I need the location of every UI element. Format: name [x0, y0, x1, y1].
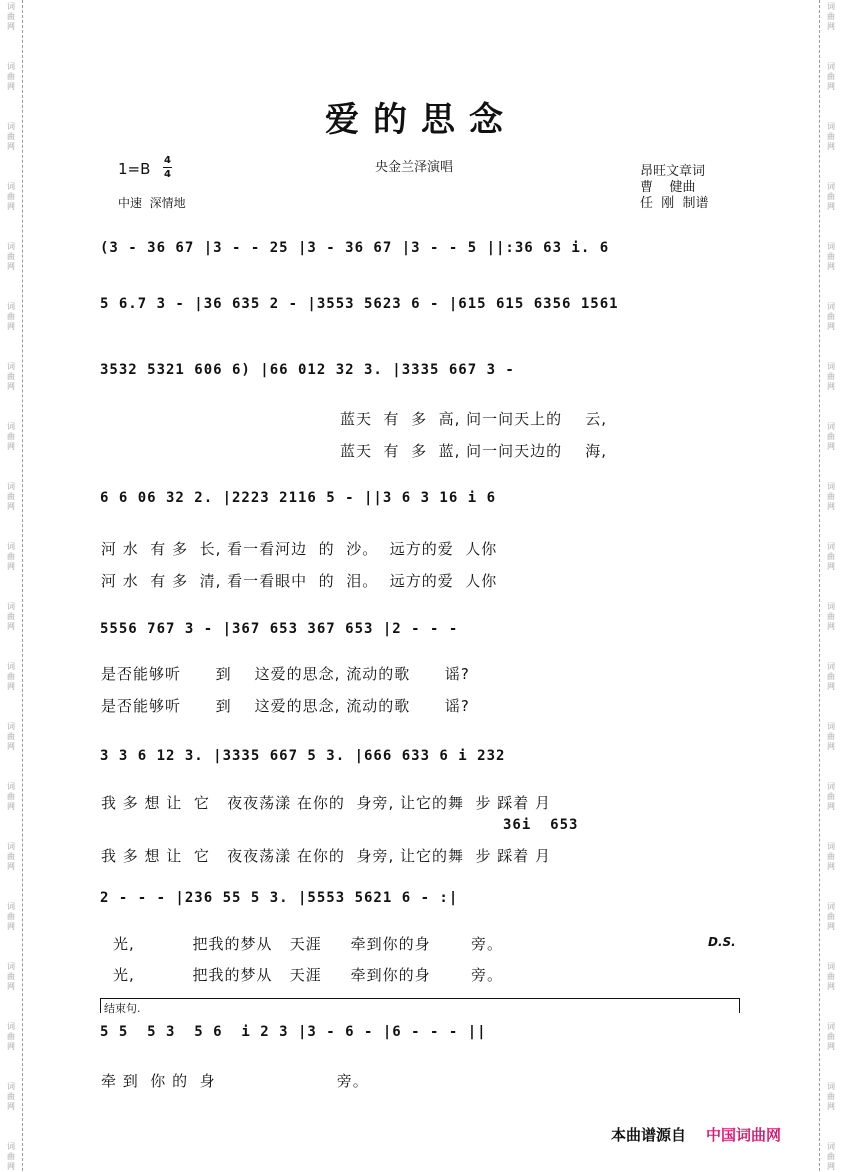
ending-bracket	[100, 998, 740, 1013]
lyric-verse-2: 光, 把我的梦从 天涯 牵到你的身 旁。	[113, 966, 503, 984]
watermark-mark: 词 曲 网	[7, 722, 15, 751]
watermark-mark: 词 曲 网	[827, 782, 835, 811]
watermark-mark: 词 曲 网	[827, 602, 835, 631]
watermark-mark: 词 曲 网	[827, 542, 835, 571]
lyric-verse-2: 是否能够听 到 这爱的思念, 流动的歌 谣?	[101, 697, 470, 715]
watermark-mark: 词 曲 网	[7, 962, 15, 991]
lyric-verse-1: 我 多 想 让 它 夜夜荡漾 在你的 身旁, 让它的舞 步 踩着 月	[101, 794, 552, 812]
watermark-mark: 词 曲 网	[7, 302, 15, 331]
notation-line: 3532 5321 606 6) |66 012 32 3. |3335 667 3 -	[100, 362, 515, 378]
watermark-mark: 词 曲 网	[827, 722, 835, 751]
watermark-mark: 词 曲 网	[827, 362, 835, 391]
watermark-mark: 词 曲 网	[7, 422, 15, 451]
notation-line: 5556 767 3 - |367 653 367 653 |2 - - -	[100, 621, 459, 637]
watermark-mark: 词 曲 网	[7, 1142, 15, 1171]
watermark-mark: 词 曲 网	[827, 422, 835, 451]
watermark-mark: 词 曲 网	[827, 1022, 835, 1051]
score-row-5	[100, 621, 740, 651]
time-signature-bottom: 4	[164, 169, 171, 180]
lyric-verse-2: 河 水 有 多 清, 看一看眼中 的 泪。 远方的爱 人你	[101, 572, 498, 590]
source-site-link[interactable]: 中国词曲网	[706, 1126, 782, 1144]
watermark-mark: 词 曲 网	[7, 662, 15, 691]
watermark-mark: 词 曲 网	[7, 2, 15, 31]
lyricist-credit: 昂旺文章词	[640, 164, 706, 179]
score-row-7	[100, 890, 740, 920]
watermark-mark: 词 曲 网	[827, 302, 835, 331]
watermark-mark: 词 曲 网	[7, 602, 15, 631]
tempo-marking: 中速 深情地	[118, 196, 186, 210]
performer-credit: 央金兰泽演唱	[375, 160, 454, 175]
time-signature	[163, 155, 172, 180]
ending-label: 结束句.	[104, 1002, 141, 1015]
lyric-verse-1: 河 水 有 多 长, 看一看河边 的 沙。 远方的爱 人你	[101, 540, 498, 558]
composer-credit: 曹 健曲	[640, 180, 696, 195]
lyric-verse-2: 我 多 想 让 它 夜夜荡漾 在你的 身旁, 让它的舞 步 踩着 月	[101, 847, 552, 865]
watermark-mark: 词 曲 网	[827, 242, 835, 271]
lyric-ending: 牵 到 你 的 身 旁。	[101, 1072, 369, 1090]
score-row-ending	[100, 1024, 740, 1054]
watermark-mark: 词 曲 网	[7, 182, 15, 211]
watermark-mark: 词 曲 网	[827, 1142, 835, 1171]
watermark-mark: 词 曲 网	[7, 242, 15, 271]
score-row-1	[100, 240, 740, 270]
notation-line: 6 6 06 32 2. |2223 2116 5 - ||3 6 3 16 i 6	[100, 490, 497, 506]
watermark-mark: 词 曲 网	[7, 782, 15, 811]
notation-line: 5 6.7 3 - |36 635 2 - |3553 5623 6 - |615 615 6356 1561	[100, 296, 619, 312]
source-prefix: 本曲谱源自	[611, 1126, 687, 1144]
watermark-mark: 词 曲 网	[7, 1022, 15, 1051]
watermark-mark: 词 曲 网	[7, 482, 15, 511]
score-row-6	[100, 748, 740, 778]
key-signature: 1=B	[118, 160, 151, 178]
watermark-mark: 词 曲 网	[827, 842, 835, 871]
watermark-mark: 词 曲 网	[7, 362, 15, 391]
notation-line: 3 3 6 12 3. |3335 667 5 3. |666 633 6 i 232	[100, 748, 506, 764]
watermark-mark: 词 曲 网	[827, 902, 835, 931]
watermark-mark: 词 曲 网	[827, 662, 835, 691]
lyric-verse-1: 是否能够听 到 这爱的思念, 流动的歌 谣?	[101, 665, 470, 683]
watermark-mark: 词 曲 网	[827, 182, 835, 211]
dal-segno-mark: D.S.	[708, 935, 736, 949]
score-row-2	[100, 296, 740, 326]
source-credit	[611, 1124, 781, 1145]
watermark-mark: 词 曲 网	[827, 122, 835, 151]
watermark-mark: 词 曲 网	[7, 842, 15, 871]
time-signature-top: 4	[164, 155, 171, 166]
alternate-notes: 36i 653	[503, 817, 579, 833]
lyric-verse-1: 蓝天 有 多 高, 问一问天上的 云,	[340, 410, 607, 428]
watermark-mark: 词 曲 网	[7, 902, 15, 931]
lyric-verse-1: 光, 把我的梦从 天涯 牵到你的身 旁。	[113, 935, 503, 953]
left-margin-line	[0, 0, 23, 1171]
watermark-mark: 词 曲 网	[7, 62, 15, 91]
song-title: 爱的思念	[325, 100, 517, 140]
watermark-mark: 词 曲 网	[827, 1082, 835, 1111]
watermark-mark: 词 曲 网	[827, 962, 835, 991]
lyric-verse-2: 蓝天 有 多 蓝, 问一问天边的 海,	[340, 442, 607, 460]
watermark-mark: 词 曲 网	[7, 542, 15, 571]
watermark-mark: 词 曲 网	[7, 122, 15, 151]
watermark-mark: 词 曲 网	[827, 62, 835, 91]
watermark-mark: 词 曲 网	[827, 482, 835, 511]
notation-line: 2 - - - |236 55 5 3. |5553 5621 6 - :|	[100, 890, 459, 906]
notation-line: (3 - 36 67 |3 - - 25 |3 - 36 67 |3 - - 5 ||:36 63 i. 6	[100, 240, 610, 256]
watermark-mark: 词 曲 网	[827, 2, 835, 31]
right-margin-line	[819, 0, 842, 1171]
notation-line: 5 5 5 3 5 6 i 2 3 |3 - 6 - |6 - - - ||	[100, 1024, 487, 1040]
watermark-mark: 词 曲 网	[7, 1082, 15, 1111]
score-row-3	[100, 362, 740, 392]
transcriber-credit: 任 刚 制谱	[640, 196, 709, 211]
score-row-4	[100, 490, 740, 520]
